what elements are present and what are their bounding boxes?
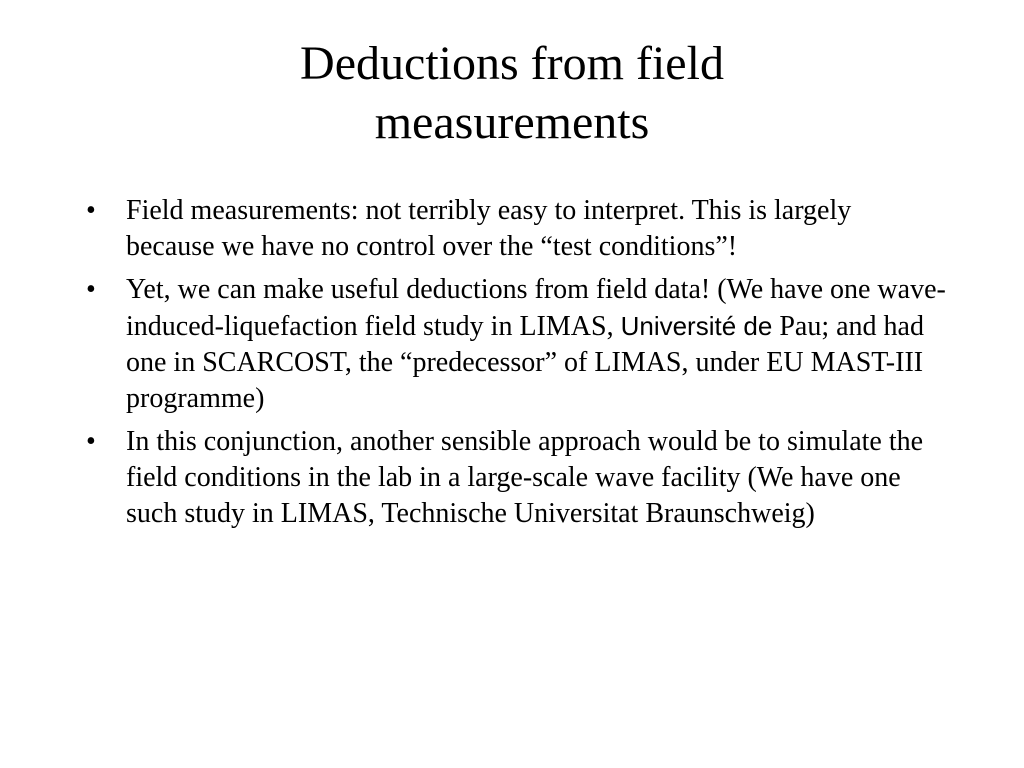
bullet-item-field-data [86,272,946,417]
bullet-text: In this conjunction, another sensible approach would be to simulate the field conditions in the lab in a large-scale wave facility (We have one such study in LIMAS, Technische Universitat Braunschweig) [126,426,924,529]
title-line-1: Deductions from field [300,37,724,90]
bullet-icon: • [86,274,96,305]
bullet-text-before: Yet, we can make useful deductions from field data! (We have one wave-induced-liquefaction field study in LIMAS, [126,274,946,342]
bullet-text-after: Pau; and had one in SCARCOST, the “predecessor” of LIMAS, under EU MAST-III programme) [126,311,924,414]
bullet-icon: • [86,195,96,226]
title-line-2: measurements [374,96,650,149]
bullet-text-university: Université de [620,311,773,341]
bullet-icon: • [86,426,96,457]
bullet-text: Field measurements: not terribly easy to interpret. This is largely because we have no control over the “test conditions”! [126,195,852,262]
bullet-item-lab-simulation [86,424,946,532]
slide-title [112,34,912,152]
bullet-item-field-measurements [86,193,946,265]
bullet-list [86,193,946,539]
